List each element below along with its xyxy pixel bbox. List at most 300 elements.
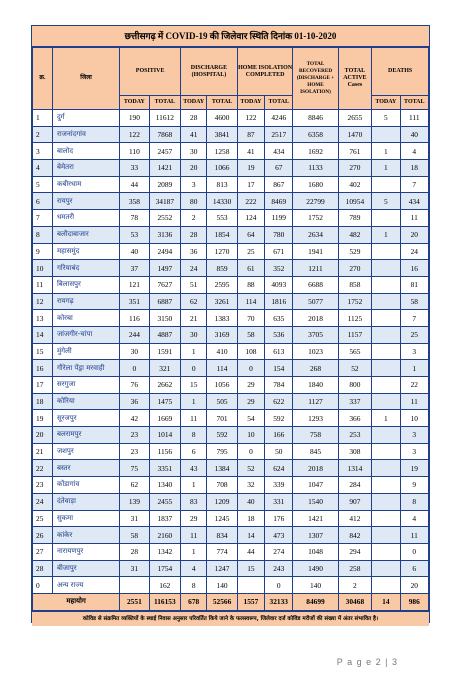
cell-death-total: 22	[400, 377, 428, 394]
cell-hi-total: 784	[265, 377, 293, 394]
cell-dis-total: 1258	[207, 143, 237, 160]
cell-dis-total: 859	[207, 260, 237, 277]
cell-hi-total: 243	[265, 560, 293, 577]
cell-hi-today: 29	[237, 393, 264, 410]
cell-death-today: 1	[372, 226, 400, 243]
cell-hi-total: 166	[265, 427, 293, 444]
cell-death-total: 3	[400, 343, 428, 360]
cell-pos-today: 351	[120, 293, 149, 310]
cell-hi-total: 67	[265, 160, 293, 177]
report-title: छत्तीसगढ़ में COVID-19 की जिलेवार स्थिति दिनांक 01-10-2020	[32, 26, 429, 47]
total-label: महायोग	[33, 593, 120, 610]
cell-dis-today: 15	[181, 377, 207, 394]
table-row	[33, 226, 429, 243]
cell-sr: 6	[33, 193, 53, 210]
cell-recovered: 2634	[293, 226, 338, 243]
cell-death-total: 11	[400, 393, 428, 410]
cell-hi-total: 536	[265, 326, 293, 343]
table-row	[33, 493, 429, 510]
header-death-today: TODAY	[372, 96, 400, 110]
cell-death-today	[372, 210, 400, 227]
cell-dis-today: 2	[181, 210, 207, 227]
cell-hi-total: 352	[265, 260, 293, 277]
cell-death-total: 8	[400, 493, 428, 510]
cell-active: 308	[338, 443, 372, 460]
cell-death-total: 19	[400, 460, 428, 477]
table-row	[33, 193, 429, 210]
cell-dis-total: 4600	[207, 110, 237, 127]
cell-pos-today: 44	[120, 176, 149, 193]
cell-hi-today: 32	[237, 477, 264, 494]
cell-pos-total: 1591	[149, 343, 181, 360]
cell-dis-total: 708	[207, 477, 237, 494]
cell-death-total: 81	[400, 276, 428, 293]
cell-pos-today: 30	[120, 343, 149, 360]
cell-pos-total: 1754	[149, 560, 181, 577]
cell-pos-today: 0	[120, 360, 149, 377]
header-death-total: TOTAL	[400, 96, 428, 110]
cell-sr: 8	[33, 226, 53, 243]
table-row	[33, 360, 429, 377]
cell-dis-today: 29	[181, 510, 207, 527]
cell-district: सुकमा	[52, 510, 119, 527]
cell-district: बीजापुर	[52, 560, 119, 577]
cell-recovered: 1941	[293, 243, 338, 260]
cell-dis-total: 1384	[207, 460, 237, 477]
cell-active: 1470	[338, 126, 372, 143]
cell-hi-today: 15	[237, 560, 264, 577]
cell-recovered: 1048	[293, 543, 338, 560]
cell-active: 270	[338, 160, 372, 177]
cell-hi-total: 274	[265, 543, 293, 560]
cell-death-today	[372, 243, 400, 260]
cell-district: गरियाबंद	[52, 260, 119, 277]
cell-dis-total: 2595	[207, 276, 237, 293]
cell-district: बलौदाबाजार	[52, 226, 119, 243]
cell-hi-today: 41	[237, 143, 264, 160]
cell-dis-today: 30	[181, 326, 207, 343]
table-row	[33, 577, 429, 594]
cell-recovered: 1023	[293, 343, 338, 360]
cell-death-today	[372, 326, 400, 343]
cell-district: महासमुंद	[52, 243, 119, 260]
cell-hi-total: 592	[265, 410, 293, 427]
page-number: P a g e 2 | 3	[336, 657, 398, 667]
cell-hi-today	[237, 577, 264, 594]
cell-dis-today: 3	[181, 176, 207, 193]
cell-pos-today: 23	[120, 427, 149, 444]
cell-pos-total: 6887	[149, 293, 181, 310]
total-recovered: 84699	[293, 593, 338, 610]
cell-sr: 7	[33, 210, 53, 227]
cell-dis-total: 834	[207, 527, 237, 544]
table-row	[33, 210, 429, 227]
cell-hi-total: 473	[265, 527, 293, 544]
cell-dis-total: 1056	[207, 377, 237, 394]
cell-death-total: 0	[400, 543, 428, 560]
cell-district: दंतेवाड़ा	[52, 493, 119, 510]
cell-hi-today: 122	[237, 110, 264, 127]
total-pos-total: 116153	[149, 593, 181, 610]
cell-recovered: 1692	[293, 143, 338, 160]
cell-pos-total: 3136	[149, 226, 181, 243]
table-row	[33, 427, 429, 444]
cell-hi-total: 50	[265, 443, 293, 460]
cell-pos-total: 1669	[149, 410, 181, 427]
cell-hi-total: 867	[265, 176, 293, 193]
cell-recovered: 3705	[293, 326, 338, 343]
cell-dis-today: 20	[181, 160, 207, 177]
cell-district: बस्तर	[52, 460, 119, 477]
cell-active: 482	[338, 226, 372, 243]
cell-sr: 3	[33, 143, 53, 160]
cell-sr: 22	[33, 460, 53, 477]
table-row	[33, 377, 429, 394]
cell-death-total: 6	[400, 560, 428, 577]
cell-death-today	[372, 377, 400, 394]
cell-dis-today: 28	[181, 226, 207, 243]
cell-hi-today: 64	[237, 226, 264, 243]
cell-pos-today: 31	[120, 560, 149, 577]
cell-death-today	[372, 176, 400, 193]
table-row	[33, 243, 429, 260]
total-hi-total: 32133	[265, 593, 293, 610]
total-dis-today: 678	[181, 593, 207, 610]
cell-active: 253	[338, 427, 372, 444]
cell-active: 366	[338, 410, 372, 427]
cell-hi-today: 58	[237, 326, 264, 343]
cell-pos-today: 122	[120, 126, 149, 143]
header-pos-total: TOTAL	[149, 96, 181, 110]
header-district: जिला	[52, 48, 119, 110]
cell-hi-today: 14	[237, 527, 264, 544]
cell-hi-today: 29	[237, 377, 264, 394]
cell-hi-today: 19	[237, 160, 264, 177]
cell-active: 761	[338, 143, 372, 160]
cell-pos-today: 36	[120, 393, 149, 410]
cell-sr: 28	[33, 560, 53, 577]
cell-dis-today: 11	[181, 410, 207, 427]
table-row	[33, 477, 429, 494]
header-active-cases: TOTAL ACTIVE Cases	[338, 48, 372, 110]
cell-dis-total: 3261	[207, 293, 237, 310]
cell-hi-today: 88	[237, 276, 264, 293]
table-row	[33, 176, 429, 193]
cell-active: 284	[338, 477, 372, 494]
cell-recovered: 5077	[293, 293, 338, 310]
cell-pos-total: 2160	[149, 527, 181, 544]
cell-hi-total: 4093	[265, 276, 293, 293]
table-row	[33, 527, 429, 544]
cell-death-today	[372, 427, 400, 444]
cell-dis-today: 51	[181, 276, 207, 293]
cell-recovered: 1293	[293, 410, 338, 427]
cell-dis-total: 14330	[207, 193, 237, 210]
cell-recovered: 8846	[293, 110, 338, 127]
cell-hi-total: 8469	[265, 193, 293, 210]
cell-active: 1125	[338, 310, 372, 327]
table-row	[33, 326, 429, 343]
cell-hi-today: 0	[237, 360, 264, 377]
cell-pos-total: 1342	[149, 543, 181, 560]
cell-sr: 23	[33, 477, 53, 494]
cell-death-total: 24	[400, 243, 428, 260]
cell-active: 294	[338, 543, 372, 560]
cell-dis-today: 30	[181, 143, 207, 160]
cell-death-today: 5	[372, 110, 400, 127]
cell-dis-today: 36	[181, 243, 207, 260]
cell-death-total: 10	[400, 410, 428, 427]
table-body	[33, 110, 429, 594]
cell-death-today	[372, 527, 400, 544]
cell-dis-today: 28	[181, 110, 207, 127]
cell-death-total: 3	[400, 427, 428, 444]
table-row	[33, 293, 429, 310]
cell-death-today	[372, 393, 400, 410]
cell-pos-total: 162	[149, 577, 181, 594]
cell-pos-total: 1497	[149, 260, 181, 277]
cell-pos-today: 53	[120, 226, 149, 243]
table-row	[33, 126, 429, 143]
footnote: कोविड से संक्रमित व्यक्तियों के स्थाई निवास अनुसार परिवर्तित किये जाने के फलस्वरूप, जिलेवार दर्ज कोविड मरीजों की संख्या में अंतर संभावित है।	[32, 611, 429, 626]
header-pos-today: TODAY	[120, 96, 149, 110]
cell-dis-today: 1	[181, 543, 207, 560]
header-total-recovered: TOTAL RECOVERED (DISCHARGE + HOME ISOLATION)	[293, 48, 338, 110]
cell-active: 1157	[338, 326, 372, 343]
cell-pos-today	[120, 577, 149, 594]
cell-active: 402	[338, 176, 372, 193]
cell-recovered: 1540	[293, 493, 338, 510]
cell-sr: 25	[33, 510, 53, 527]
table-row	[33, 393, 429, 410]
cell-dis-today: 6	[181, 443, 207, 460]
cell-sr: 16	[33, 360, 53, 377]
cell-death-today	[372, 477, 400, 494]
cell-dis-today: 21	[181, 310, 207, 327]
cell-death-today	[372, 276, 400, 293]
cell-hi-today: 0	[237, 443, 264, 460]
cell-district: कांकेर	[52, 527, 119, 544]
cell-pos-total: 2494	[149, 243, 181, 260]
cell-sr: 21	[33, 443, 53, 460]
header-hi-today: TODAY	[237, 96, 264, 110]
cell-dis-today: 41	[181, 126, 207, 143]
cell-hi-today: 70	[237, 310, 264, 327]
total-active: 30468	[338, 593, 372, 610]
cell-pos-total: 34187	[149, 193, 181, 210]
cell-hi-total: 613	[265, 343, 293, 360]
cell-dis-total: 813	[207, 176, 237, 193]
cell-district: सरगुजा	[52, 377, 119, 394]
cell-hi-today: 124	[237, 210, 264, 227]
cell-hi-total: 434	[265, 143, 293, 160]
cell-pos-total: 1421	[149, 160, 181, 177]
cell-death-today	[372, 443, 400, 460]
cell-active: 907	[338, 493, 372, 510]
cell-sr: 13	[33, 310, 53, 327]
cell-sr: 19	[33, 410, 53, 427]
cell-active: 2655	[338, 110, 372, 127]
table-row	[33, 510, 429, 527]
table-row	[33, 543, 429, 560]
cell-hi-today: 108	[237, 343, 264, 360]
cell-hi-total: 780	[265, 226, 293, 243]
cell-death-total: 4	[400, 510, 428, 527]
total-row	[33, 593, 429, 610]
cell-pos-total: 7868	[149, 126, 181, 143]
cell-death-total: 11	[400, 210, 428, 227]
cell-active: 1314	[338, 460, 372, 477]
cell-recovered: 1490	[293, 560, 338, 577]
cell-pos-total: 2552	[149, 210, 181, 227]
cell-pos-total: 2457	[149, 143, 181, 160]
cell-active: 337	[338, 393, 372, 410]
cell-dis-total: 140	[207, 577, 237, 594]
cell-pos-total: 3351	[149, 460, 181, 477]
cell-dis-today: 80	[181, 193, 207, 210]
cell-death-total: 3	[400, 443, 428, 460]
cell-dis-today: 8	[181, 577, 207, 594]
cell-sr: 15	[33, 343, 53, 360]
cell-sr: 24	[33, 493, 53, 510]
cell-dis-total: 1383	[207, 310, 237, 327]
cell-district: राजनांदगांव	[52, 126, 119, 143]
cell-dis-total: 774	[207, 543, 237, 560]
cell-hi-total: 176	[265, 510, 293, 527]
cell-recovered: 1307	[293, 527, 338, 544]
cell-sr: 0	[33, 577, 53, 594]
cell-recovered: 1840	[293, 377, 338, 394]
cell-hi-today: 25	[237, 243, 264, 260]
table-row	[33, 560, 429, 577]
cell-pos-total: 1837	[149, 510, 181, 527]
cell-pos-today: 62	[120, 477, 149, 494]
cell-district: सूरजपुर	[52, 410, 119, 427]
cell-district: दुर्ग	[52, 110, 119, 127]
cell-recovered: 1421	[293, 510, 338, 527]
cell-dis-today: 24	[181, 260, 207, 277]
cell-death-total: 7	[400, 176, 428, 193]
cell-hi-total: 4246	[265, 110, 293, 127]
cell-district: जांजगीर-चांपा	[52, 326, 119, 343]
cell-dis-total: 1270	[207, 243, 237, 260]
table-row	[33, 460, 429, 477]
header-dis-total: TOTAL	[207, 96, 237, 110]
cell-pos-today: 244	[120, 326, 149, 343]
cell-death-today: 1	[372, 410, 400, 427]
cell-pos-today: 31	[120, 510, 149, 527]
cell-death-total: 9	[400, 477, 428, 494]
cell-hi-total: 624	[265, 460, 293, 477]
cell-pos-today: 33	[120, 160, 149, 177]
cell-hi-total: 671	[265, 243, 293, 260]
cell-hi-today: 17	[237, 176, 264, 193]
cell-pos-total: 2455	[149, 493, 181, 510]
cell-dis-total: 1066	[207, 160, 237, 177]
cell-district: कोंडागांव	[52, 477, 119, 494]
cell-recovered: 2018	[293, 310, 338, 327]
cell-death-today	[372, 510, 400, 527]
cell-sr: 12	[33, 293, 53, 310]
cell-active: 2	[338, 577, 372, 594]
cell-district: जशपुर	[52, 443, 119, 460]
cell-pos-total: 7627	[149, 276, 181, 293]
cell-district: बालोद	[52, 143, 119, 160]
cell-pos-total: 4887	[149, 326, 181, 343]
cell-hi-today: 40	[237, 493, 264, 510]
cell-dis-today: 4	[181, 560, 207, 577]
cell-dis-total: 1245	[207, 510, 237, 527]
total-pos-today: 2551	[120, 593, 149, 610]
cell-hi-today: 44	[237, 543, 264, 560]
cell-active: 800	[338, 377, 372, 394]
cell-hi-total: 0	[265, 577, 293, 594]
total-death-total: 986	[400, 593, 428, 610]
cell-district: बिलासपुर	[52, 276, 119, 293]
cell-recovered: 1127	[293, 393, 338, 410]
cell-sr: 4	[33, 160, 53, 177]
cell-dis-total: 1247	[207, 560, 237, 577]
cell-district: नारायणपुर	[52, 543, 119, 560]
cell-death-total: 111	[400, 110, 428, 127]
cell-active: 789	[338, 210, 372, 227]
cell-hi-today: 114	[237, 293, 264, 310]
cell-pos-total: 11612	[149, 110, 181, 127]
cell-recovered: 758	[293, 427, 338, 444]
header-hi-total: TOTAL	[265, 96, 293, 110]
cell-death-total: 20	[400, 226, 428, 243]
cell-dis-total: 592	[207, 427, 237, 444]
header-deaths: DEATHS	[372, 48, 429, 96]
cell-dis-total: 3841	[207, 126, 237, 143]
cell-recovered: 1047	[293, 477, 338, 494]
cell-pos-total: 321	[149, 360, 181, 377]
cell-death-today	[372, 460, 400, 477]
cell-hi-today: 10	[237, 427, 264, 444]
cell-hi-today: 61	[237, 260, 264, 277]
cell-death-total: 434	[400, 193, 428, 210]
cell-active: 52	[338, 360, 372, 377]
cell-dis-today: 1	[181, 393, 207, 410]
cell-dis-today: 8	[181, 427, 207, 444]
header-discharge: DISCHARGE (HOSPITAL)	[181, 48, 238, 96]
cell-active: 858	[338, 276, 372, 293]
cell-dis-total: 114	[207, 360, 237, 377]
cell-district: अन्य राज्य	[52, 577, 119, 594]
cell-district: बलरामपुर	[52, 427, 119, 444]
cell-active: 1752	[338, 293, 372, 310]
cell-recovered: 2018	[293, 460, 338, 477]
cell-death-total: 7	[400, 310, 428, 327]
cell-pos-today: 28	[120, 543, 149, 560]
cell-active: 412	[338, 510, 372, 527]
cell-dis-total: 795	[207, 443, 237, 460]
cell-pos-today: 23	[120, 443, 149, 460]
cell-pos-total: 1475	[149, 393, 181, 410]
cell-recovered: 1680	[293, 176, 338, 193]
cell-pos-total: 1156	[149, 443, 181, 460]
cell-death-total: 25	[400, 326, 428, 343]
district-covid-table	[32, 47, 429, 611]
cell-pos-total: 2662	[149, 377, 181, 394]
cell-death-total: 1	[400, 360, 428, 377]
cell-pos-today: 37	[120, 260, 149, 277]
cell-pos-total: 3150	[149, 310, 181, 327]
cell-district: रायगढ़	[52, 293, 119, 310]
cell-dis-today: 1	[181, 343, 207, 360]
cell-sr: 5	[33, 176, 53, 193]
cell-dis-total: 1854	[207, 226, 237, 243]
